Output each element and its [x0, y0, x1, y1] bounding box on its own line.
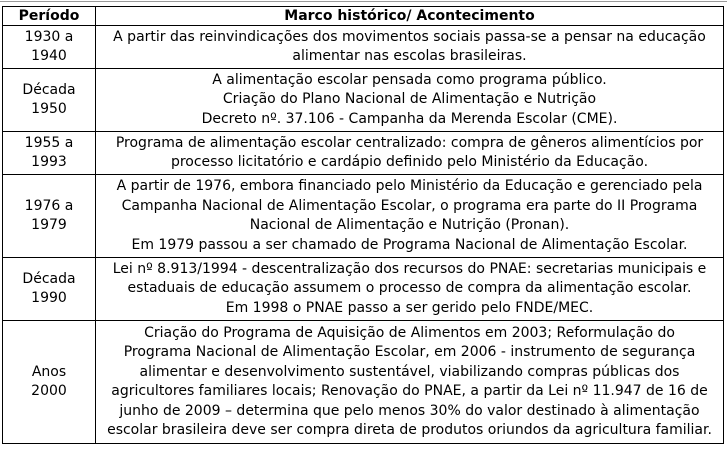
event-cell: Lei nº 8.913/1994 - descentralização dos recursos do PNAE: secretarias municipais e estaduais de educação assumem o processo de compra da alimentação escolar. Em 1998 o PNAE passo a ser gerido pelo FNDE/MEC.: [96, 258, 724, 321]
period-cell: Anos 2000: [3, 321, 96, 444]
table-row: [3, 321, 724, 444]
header-milestone: Marco histórico/ Acontecimento: [96, 7, 724, 26]
table-row: [3, 258, 724, 321]
table-row: [3, 26, 724, 69]
event-cell: Criação do Programa de Aquisição de Alimentos em 2003; Reformulação do Programa Nacional de Alimentação Escolar, em 2006 - instrumento de segurança alimentar e desenvolvimento sustentável, viabilizando compras públicas dos agricultores familiares locais; Renovação do PNAE, a partir da Lei nº 11.947 de 16 de junho de 2009 – determina que pelo menos 30% do valor destinado à alimentação escolar brasileira deve ser compra direta de produtos oriundos da agricultura familiar.: [96, 321, 724, 444]
table-row: [3, 69, 724, 132]
table-row: [3, 132, 724, 175]
historical-milestones-table: [2, 6, 724, 444]
event-cell: A partir de 1976, embora financiado pelo Ministério da Educação e gerenciado pela Campanha Nacional de Alimentação Escolar, o programa era parte do II Programa Nacional de Alimentação e Nutrição (Pronan). Em 1979 passou a ser chamado de Programa Nacional de Alimentação Escolar.: [96, 175, 724, 258]
period-cell: 1930 a 1940: [3, 26, 96, 69]
event-cell: A partir das reinvindicações dos movimentos sociais passa-se a pensar na educação alimentar nas escolas brasileiras.: [96, 26, 724, 69]
period-cell: 1955 a 1993: [3, 132, 96, 175]
period-cell: Década 1990: [3, 258, 96, 321]
header-period: Período: [3, 7, 96, 26]
event-cell: Programa de alimentação escolar centralizado: compra de gêneros alimentícios por processo licitatório e cardápio definido pelo Ministério da Educação.: [96, 132, 724, 175]
cropped-text-line: [0, 0, 727, 3]
event-cell: A alimentação escolar pensada como programa público. Criação do Plano Nacional de Alimentação e Nutrição Decreto nº. 37.106 - Campanha da Merenda Escolar (CME).: [96, 69, 724, 132]
table-header-row: [3, 7, 724, 26]
period-cell: Década 1950: [3, 69, 96, 132]
table-row: [3, 175, 724, 258]
period-cell: 1976 a 1979: [3, 175, 96, 258]
